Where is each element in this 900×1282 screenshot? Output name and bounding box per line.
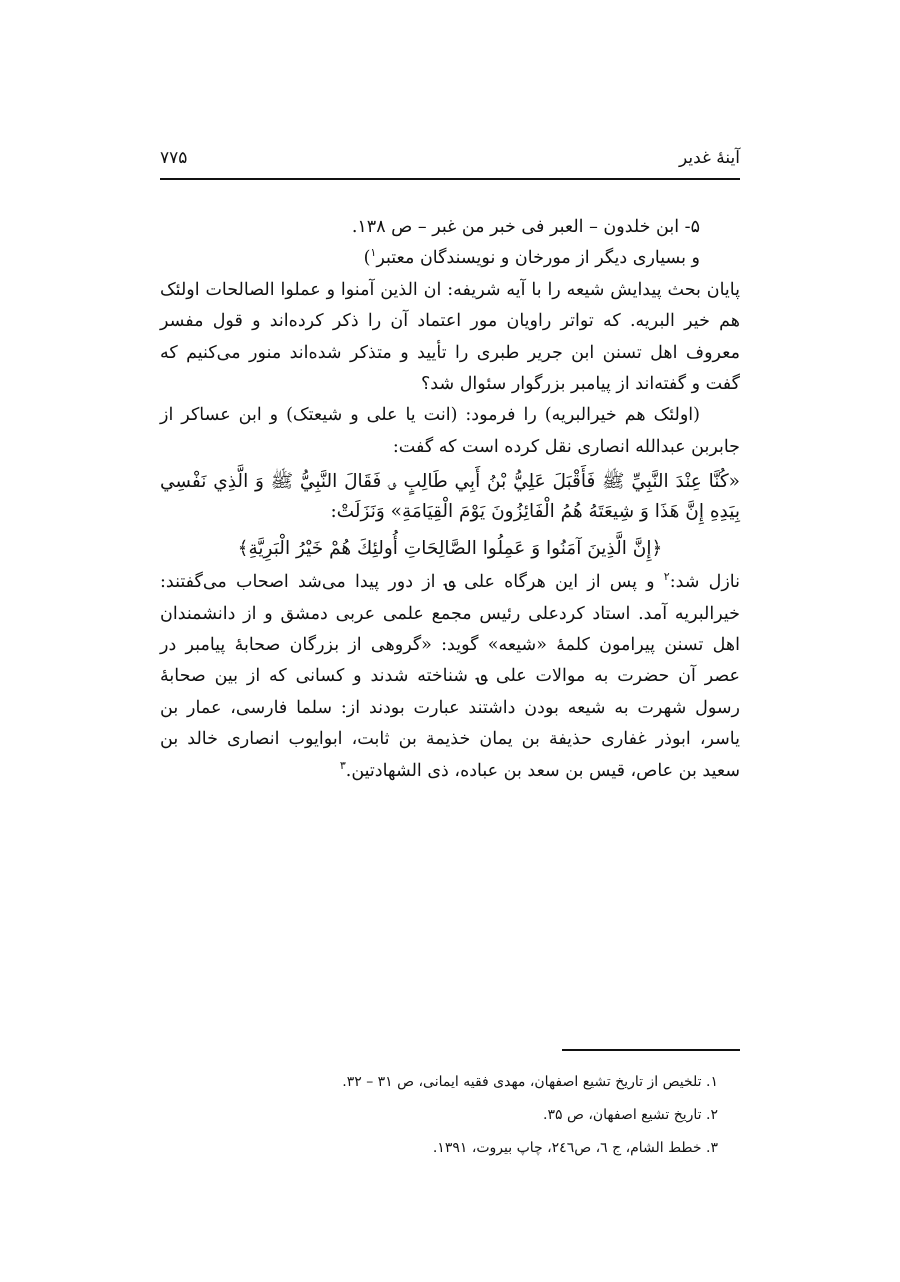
historians-line: [160, 243, 740, 274]
running-title: آینهٔ غدیر: [678, 148, 740, 168]
paragraph-intro: پایان بحث پیدایش شیعه را با آیه شریفه: ان الذین آمنوا و عملوا الصالحات اولئک هم خیر البریه. که تواتر راویان مور اعتماد آن را ذکر کرده‌اند و قول مفسر معروف اهل تسنن ابن جریر طبری را تأیید و متذکر شده‌اند منور می‌کنیم که گفت و گفته‌اند از پیامبر بزرگوار سئوال شد؟: [160, 279, 740, 395]
paragraph-reply: (اولئک هم خیرالبریه) را فرمود: (انت یا علی و شیعتک) و ابن عساکر از جابربن عبدالله انصاری نقل کرده است که گفت:: [160, 405, 740, 457]
footnotes: [160, 1066, 740, 1165]
source-line-text: ۵- ابن خلدون – العبر فی خبر من غبر – ص ۱۳۸.: [351, 217, 700, 237]
footnote-2: ۲. تاریخ تشیع اصفهان، ص ۳۵.: [543, 1107, 718, 1123]
header-rule: [160, 178, 740, 180]
footnote-1: ۱. تلخیص از تاریخ تشیع اصفهان، مهدی فقیه ایمانی، ص ۳۱ – ۳۲.: [342, 1074, 718, 1090]
footnote-ref-1[interactable]: ۱: [370, 246, 377, 260]
main-text: [160, 212, 740, 787]
footnote-ref-2[interactable]: ۲: [663, 570, 670, 584]
footnote-ref-3[interactable]: ۳: [339, 758, 346, 772]
historians-line-text: و بسیاری دیگر از مورخان و نویسندگان معتبر: [376, 248, 700, 269]
paragraph-body: [160, 567, 740, 787]
para-start-text: نازل شد:: [669, 572, 740, 593]
source-line: [160, 212, 740, 243]
para-body-text: و پس از این هرگاه علی ؈ از دور پیدا می‌شد اصحاب می‌گفتند: خیرالبریه آمد. استاد کردعلی رئیس مجمع علمی عربی دمشق و از دانشمندان اهل تسنن پیرامون کلمهٔ «شیعه» گوید: «گروهی از بزرگان صحابهٔ پیامبر در عصر آن حضرت به موالات علی ؈ شناخته شدند و کسانی که از بین صحابهٔ رسول شهرت به شیعه بودن داشتند عبارت بودند از: سلما فارسی، عمار بن یاسر، ابوذر غفاری حذیفة بن یمان خذیمة بن ثابت، ابوایوب انصاری خالد بن سعید بن عاص، قیس بن سعد بن عباده، ذی الشهادتین.: [160, 572, 740, 781]
footnote-3: ۳. خطط الشام، ج ٦، ص٢٤٦، چاپ بیروت، ۱۳۹۱.: [432, 1140, 718, 1156]
footnote-separator: [562, 1049, 740, 1051]
page-number: ۷۷۵: [160, 148, 188, 168]
quran-verse: ﴿إِنَّ الَّذِينَ آمَنُوا وَ عَمِلُوا الصَّالِحَاتِ أُولئِكَ هُمْ خَيْرُ الْبَرِيَّةِ﴾: [237, 538, 663, 560]
hadith-quote: «كُنَّا عِنْدَ النَّبِيِّ ﷺ فَأَقْبَلَ عَلِيُّ بْنُ أَبِي طَالِبٍ ؈ فَقَالَ النَّبِيُّ ﷺ وَ الَّذِي نَفْسِي بِيَدِهِ إِنَّ هَذَا وَ شِيعَتَهُ هُمُ الْفَائِزُونَ يَوْمَ الْقِيَامَةِ» وَنَزَلَتْ:: [160, 471, 740, 523]
page-header: [160, 148, 740, 182]
closing-paren: ): [363, 248, 371, 269]
